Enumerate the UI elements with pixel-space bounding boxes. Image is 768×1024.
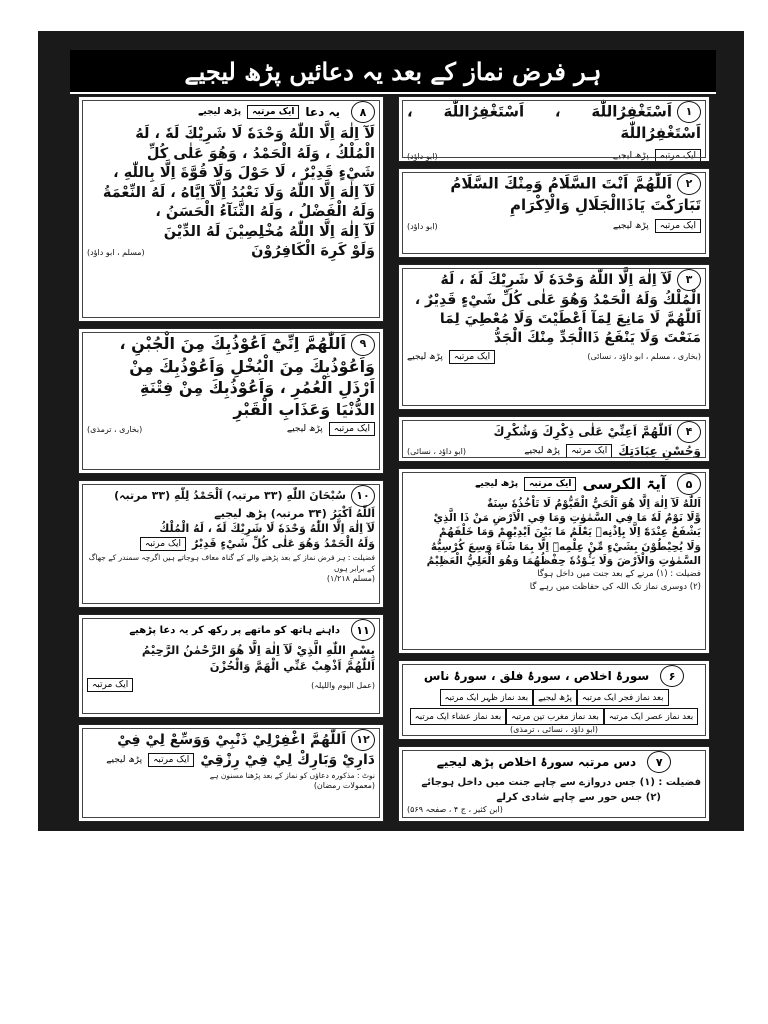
dua-line: لَآ اِلٰهَ اِلَّا اللّٰهُ وَحْدَهٗ لَا شَرِيْكَ لَهٗ ، لَهُ xyxy=(440,272,672,288)
card-3 xyxy=(398,264,710,410)
card-number: ۸ xyxy=(351,101,375,123)
virtue-note: فضیلت : (۱) جس دروازے سے چاہے جنت میں داخل ہوجائے xyxy=(421,777,701,788)
recite-label: پڑھ لیجیے xyxy=(524,446,561,457)
dua-line: اَللّٰهُ اَكْبَرُ (۳۴ مرتبہ) پڑھ لیجیے xyxy=(214,507,375,520)
card-1 xyxy=(398,96,710,162)
footnote: نوٹ : مذکورہ دعاؤں کو نماز کے بعد پڑھنا مسنون ہے xyxy=(209,770,375,780)
dua-line: اَللّٰهُمَّ اَعِنِّيْ عَلٰى ذِكْرِكَ وَشُكْرِكَ xyxy=(493,424,672,439)
count-tag: ایک مرتبہ xyxy=(87,678,133,692)
card-number: ۴ xyxy=(677,421,701,443)
count-tag: ایک مرتبہ xyxy=(655,219,701,233)
virtue-note: (۲) جس حور سے چاہے شادی کرلے xyxy=(496,792,661,803)
card-title: آیۃ الکرسی xyxy=(582,475,666,493)
dua-line: اَرْذَلِ الْعُمُرِ ، وَاَعُوْذُبِكَ مِنْ فِتْنَةِ xyxy=(140,378,375,398)
card-2 xyxy=(398,168,710,258)
card-title: سورۂ اخلاص ، سورۂ فلق ، سورۂ ناس xyxy=(423,669,650,683)
dua-line: الدُّنْيَا وَعَذَابِ الْقَبْرِ xyxy=(233,399,375,419)
verse-line: اَللّٰهُ لَآ اِلٰهَ اِلَّا هُوَ اَلْحَيُّ الْقَيُّوْمُ لَا تَاْخُذُهٗ سِنَةٌ xyxy=(486,498,701,510)
page-title: ہر فرض نماز کے بعد یہ دعائیں پڑھ لیجیے xyxy=(184,56,602,86)
dua-line: وَلَوْ كَرِهَ الْكَافِرُوْنَ xyxy=(251,243,375,260)
card-number: ۹ xyxy=(351,334,375,356)
recite-label: پڑھ لیجیے xyxy=(612,151,649,162)
card-title: دس مرتبہ سورۂ اخلاص پڑھ لیجیے xyxy=(436,755,637,769)
count-tag: ایک مرتبہ xyxy=(329,422,375,436)
recite-label: پڑھ لیجیے xyxy=(286,424,323,435)
recite-label: پڑھ لیجیے xyxy=(407,351,443,362)
dua-line: لَآ اِلٰهَ اِلَّا اللّٰهُ مُخْلِصِيْنَ لَهُ الدِّيْنَ xyxy=(163,223,375,240)
card-number: ۶ xyxy=(660,665,684,687)
card-title: داہنے ہاتھ کو ماتھے پر رکھ کر یہ دعا پڑھیے xyxy=(129,624,340,636)
dua-line: بِسْمِ اللّٰهِ الَّذِيْ لَآ اِلٰهَ اِلَّا هُوَ الرَّحْمٰنُ الرَّحِيْمُ xyxy=(141,643,375,657)
card-5 xyxy=(398,468,710,654)
card-number: ۵ xyxy=(677,473,701,495)
dua-line: اَللّٰهُمَّ اغْفِرْلِيْ ذَنْبِيْ وَوَسِّعْ لِيْ فِيْ xyxy=(117,732,346,748)
dua-line: اَللّٰهُمَّ لَا مَانِعَ لِمَآ اَعْطَيْتَ وَلَا مُعْطِيَ لِمَا xyxy=(439,310,701,327)
reference: (بخاری ، مسلم ، ابو داؤد ، نسائی) xyxy=(587,352,701,362)
reference: (معمولات رمضان) xyxy=(313,781,375,791)
count-tag: ایک مرتبہ xyxy=(524,477,576,491)
count-tag: ایک مرتبہ xyxy=(140,537,186,551)
schedule-cell: بعد نماز مغرب تین مرتبہ xyxy=(506,708,604,725)
card-10 xyxy=(78,480,384,608)
card-11 xyxy=(78,614,384,718)
reference: (ابو داؤد) xyxy=(407,221,438,231)
card-4 xyxy=(398,416,710,462)
dua-line: شَيْءٍ قَدِيْرٌ ، لَا حَوْلَ وَلَا قُوَّةَ اِلَّا بِاللّٰهِ ، xyxy=(113,165,375,182)
verse-line: وَّلَا نَوْمٌ لَهٗ مَا فِي السَّمٰوٰتِ وَمَا فِي الْاَرْضِ مَنْ ذَا الَّذِيْ xyxy=(433,512,701,525)
recite-label: پڑھ لیجیے xyxy=(106,755,143,766)
reference: (ابو داؤد) xyxy=(407,151,438,161)
card-number: ۱۲ xyxy=(351,729,375,751)
reference: (ابن کثیر ، ج ۴ ، صفحہ ۵۶۹) xyxy=(407,805,503,814)
schedule-cell: بعد نماز عشاء ایک مرتبہ xyxy=(410,708,506,725)
verse-line: السَّمٰوٰتِ وَالْاَرْضَ وَلَا يَـُٔوْدُهٗ حِفْظُهُمَا وَهُوَ الْعَلِيُّ الْعَظِيْمُ xyxy=(426,554,701,567)
card-number: ۱۱ xyxy=(351,619,375,641)
recite-label: پڑھ لیجیے xyxy=(475,479,519,489)
dua-text: اَسْتَغْفِرُاللّٰهَ ، اَسْتَغْفِرُاللّٰهَ ، اَسْتَغْفِرُاللّٰهَ xyxy=(407,102,701,142)
dua-line: اَللّٰهُمَّ اَنْتَ السَّلَامُ وَمِنْكَ السَّلَامُ xyxy=(450,174,672,193)
card-number: ۱ xyxy=(677,101,701,123)
card-7 xyxy=(398,746,710,822)
dua-line: اَللّٰهُمَّ اِنِّيْٓ اَعُوْذُبِكَ مِنَ الْجُبْنِ ، xyxy=(119,334,346,353)
reference: (ابو داؤد ، نسائی ، ترمذی) xyxy=(510,725,598,734)
reference: (بخاری ، ترمذی) xyxy=(87,424,143,434)
schedule-cell: بعد نماز عصر ایک مرتبہ xyxy=(604,708,698,725)
dua-line: الْمُلْكُ ، وَلَهُ الْحَمْدُ ، وَهُوَ عَلٰى كُلِّ xyxy=(146,145,375,162)
count-tag: ایک مرتبہ xyxy=(247,105,299,119)
count-tag: ایک مرتبہ xyxy=(449,350,495,364)
virtue-note: فضیلت : (۱) مرنے کے بعد جنت میں داخل ہوگا xyxy=(537,568,701,579)
card-number: ۷ xyxy=(647,751,671,773)
card-6 xyxy=(398,660,710,740)
dua-line: وَحُسْنِ عِبَادَتِكَ xyxy=(618,444,701,458)
dua-line: مَنَعْتَ وَلَا يَنْفَعُ ذَاالْجَدِّ مِنْكَ الْجَدُّ xyxy=(493,329,701,346)
dua-line: دَارِيْ وَبَارِكْ لِيْ فِيْ رِزْقِيْ xyxy=(200,752,375,768)
card-number: ۲ xyxy=(677,173,701,195)
reference: (عمل الیوم واللیلہ) xyxy=(311,680,375,690)
count-tag: ایک مرتبہ xyxy=(566,444,612,458)
dua-line: وَلَهُ الْفَضْلُ ، وَلَهُ الثَّنَآءُ الْحَسَنُ ، xyxy=(155,204,375,221)
dua-line: اَللّٰهُمَّ اَذْهِبْ عَنِّي الْهَمَّ وَالْحُزْنَ xyxy=(209,658,375,673)
dua-line: الْمُلْكُ وَلَهُ الْحَمْدُ وَهُوَ عَلٰى كُلِّ شَيْءٍ قَدِيْرٌ ، xyxy=(414,292,701,308)
banner xyxy=(70,50,716,94)
dua-line: وَلَهُ الْحَمْدُ وَهُوَ عَلٰى كُلِّ شَيْءٍ قَدِيْرٌ xyxy=(192,536,375,550)
recite-label: پڑھ لیجیے xyxy=(198,107,242,117)
recite-label: پڑھ لیجیے xyxy=(612,221,649,232)
schedule-cell: پڑھ لیجیے xyxy=(533,689,577,706)
virtue-note: فضیلت : ہر فرض نماز کے بعد پڑھنے والے کے گناہ معاف ہوجاتے ہیں اگرچہ سمندر کے جھاگ کے برابر ہوں xyxy=(88,552,375,573)
card-number: ۱۰ xyxy=(351,485,375,507)
verse-line: وَلَا يُحِيْطُوْنَ بِشَيْءٍ مِّنْ عِلْمِهٖٓ اِلَّا بِمَا شَآءَ وَسِعَ كُرْسِيُّهُ xyxy=(430,540,701,553)
card-title: یہ دعا xyxy=(305,105,340,119)
schedule-cell: بعد نماز ظہر ایک مرتبہ xyxy=(440,689,534,706)
count-tag: ایک مرتبہ xyxy=(655,149,701,162)
schedule-cell: بعد نماز فجر ایک مرتبہ xyxy=(577,689,668,706)
card-9 xyxy=(78,328,384,474)
dua-line: تَبَارَكْتَ يَاذَاالْجَلَالِ وَالْاِكْرَامِ xyxy=(510,196,701,214)
virtue-note: (۲) دوسری نماز تک اللہ کی حفاظت میں رہے گا xyxy=(529,581,701,592)
dua-line: سُبْحَانَ اللّٰهِ (۳۳ مرتبہ) اَلْحَمْدُ لِلّٰهِ (۳۳ مرتبہ) xyxy=(114,489,346,502)
card-number: ۳ xyxy=(677,269,701,291)
dua-line: وَاَعُوْذُبِكَ مِنَ الْبُخْلِ وَاَعُوْذُبِكَ مِنْ xyxy=(129,356,375,376)
dua-line: لَآ اِلٰهَ اِلَّا اللّٰهُ وَحْدَهٗ لَا شَرِيْكَ لَهٗ ، لَهُ الْمُلْكُ xyxy=(159,521,375,535)
card-12 xyxy=(78,724,384,822)
reference: (ابو داؤد ، نسائی) xyxy=(407,446,466,456)
dua-line: لَآ اِلٰهَ اِلَّا اللّٰهُ وَحْدَهٗ لَا شَرِيْكَ لَهٗ ، لَهُ xyxy=(135,126,375,142)
verse-line: يَشْفَعُ عِنْدَهٗٓ اِلَّا بِاِذْنِهٖ يَعْلَمُ مَا بَيْنَ اَيْدِيْهِمْ وَمَا خَلْفَهُمْ xyxy=(438,526,701,539)
reference: (مسلم ، ابو داؤد) xyxy=(87,247,145,257)
count-tag: ایک مرتبہ xyxy=(148,753,194,767)
reference: (مسلم ۱/۲۱۸) xyxy=(326,574,375,584)
dua-line: لَآ اِلٰهَ اِلَّا اللّٰهُ وَلَا نَعْبُدُ اِلَّآ اِيَّاهُ ، لَهُ النِّعْمَةُ xyxy=(102,184,375,201)
card-8 xyxy=(78,96,384,322)
